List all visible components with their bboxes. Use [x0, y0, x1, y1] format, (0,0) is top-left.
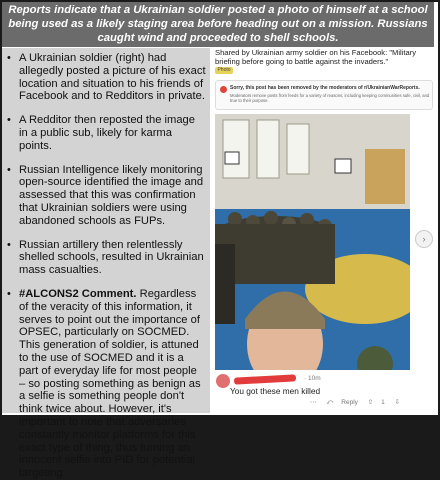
removed-body: Moderators remove posts from feeds for a variety of reasons, including keeping communities safe, civil, and true to their purpose. [230, 93, 430, 103]
comment-time: · 10m [304, 375, 321, 382]
vote-count: 1 [381, 399, 385, 406]
bullet-panel [2, 48, 210, 480]
bullet-text: Russian artillery then relentlessly shelled schools, resulted in Ukrainian mass casualties. [19, 238, 204, 277]
bullet-item [7, 163, 206, 228]
removed-icon [220, 86, 227, 93]
post-flair: Photo [215, 67, 233, 74]
bullet-marker: • [7, 287, 11, 300]
bullet-text: Russian Intelligence likely monitoring open-source identified the image and assessed that this was confirmation that Ukrainian soldiers were using abandoned schools as FUPs. [19, 163, 204, 227]
removed-title: Sorry, this post has been removed by the moderators of r/UkrainianWarReports. [230, 85, 420, 91]
reddit-post-screenshot [212, 48, 436, 413]
bullet-item [7, 52, 206, 103]
gym-selfie-image [215, 114, 410, 411]
bullet-item [7, 287, 206, 480]
bullet-list [2, 48, 210, 480]
more-icon[interactable]: ⋯ [310, 399, 317, 406]
comment-text: You got these men killed [230, 386, 321, 396]
bullet-text: A Redditor then reposted the image in a public sub, likely for karma points. [19, 114, 196, 152]
reply-button[interactable]: Reply [341, 399, 358, 406]
bullet-item [7, 238, 206, 277]
bullet-marker: • [7, 238, 11, 251]
redacted-username [234, 374, 296, 384]
comment-actions [310, 398, 408, 407]
bullet-text: Regardless of the veracity of this information, it serves to point out the importance of OPSEC, particularly on SOCMED. This generation of soldier, is attuned to the use of SOCMED and it is a part of everyday life for most people – so posting something as benign as a selfie is something people don't think twice about. However, it's important to note that adversaries constantly monitor platforms for this exact type of thing, thus turning an innocent selfie into PID for potential targeting. [19, 287, 201, 480]
commenter-avatar[interactable] [216, 374, 230, 388]
reply-icon[interactable]: ⤺ [326, 399, 334, 406]
bullet-item [7, 114, 206, 152]
removed-notice [215, 80, 433, 110]
next-arrow-icon[interactable]: › [415, 230, 433, 248]
upvote-icon[interactable]: ⇧ [367, 399, 374, 406]
downvote-icon[interactable]: ⇩ [394, 399, 401, 406]
bullet-text: A Ukrainian soldier (right) had allegedly posted a picture of his exact location and situation to his friends of Facebook and to Redditors in private. [19, 52, 206, 103]
post-photo[interactable] [215, 114, 410, 411]
bullet-lead: #ALCONS2 Comment. [19, 287, 137, 300]
comment [212, 370, 436, 413]
slide-header: Reports indicate that a Ukrainian soldier posted a photo of himself at a school being used as a likely staging area before heading out on a mission. Russians caught wind and proceeded to shell schools. [2, 2, 434, 47]
bullet-marker: • [7, 114, 11, 127]
post-title[interactable]: Shared by Ukrainian army soldier on his Facebook: "Military briefing before going to battle against the invaders." [215, 48, 417, 66]
bullet-marker: • [7, 163, 11, 176]
bullet-marker: • [7, 52, 11, 64]
